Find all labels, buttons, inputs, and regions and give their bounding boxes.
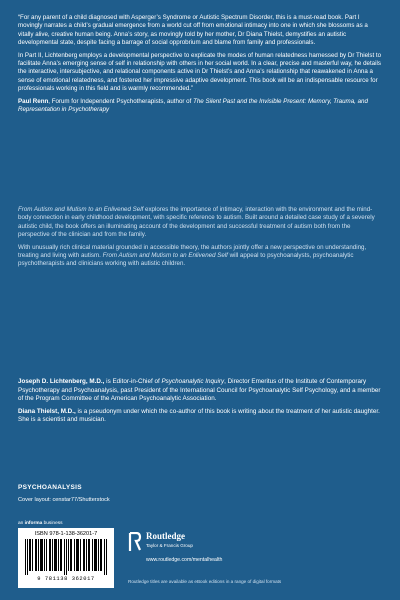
author-bio-2 [18,408,382,425]
description-title-2: From Autism and Mutism to an Enlivened Self [102,252,228,260]
author-1-pre: is Editor-in-Chief of [104,378,162,385]
cover-credit: Cover layout: censtar77/Shutterstock [18,497,110,503]
informa-pre: an [18,521,25,526]
description-text-2a: With unusually rich clinical material grounded in accessible theory, the authors jointly offer a new perspective on understanding, treating and living with autism. [18,243,367,260]
author-1-rest: , Director Emeritus of the Institute of Contemporary Psychotherapy and Psychoanalysis, past President of the International Council for Psychoanalytic Self Psychology, and a member of the Program Committee of the American Psychoanalytic Association. [18,378,381,403]
informa-business-tag [18,521,63,526]
author-1-name: Joseph D. Lichtenberg, M.D., [18,378,105,385]
quote-paragraph-1: “For any parent of a child diagnosed with Asperger’s Syndrome or Autistic Spectrum Disorder, this is a must-read book. Part I movingly narrates a child’s gradual emergence from a world cut off from emotional intimacy into one in which she blossoms as a vitally alive, creative human being. Anna’s story, as movingly told by her mother, Dr Diana Thielst, demystifies an autistic developmental state, despite facing a barrage of social opprobrium and blame from family and professionals. [18,14,368,47]
quote-paragraph-2: In Part II, Lichtenberg employs a developmental perspective to explicate the modes of human relatedness harnessed by Dr Thielst to facilitate Anna’s emerging sense of self in relationship with others in her social world. In a clear, precise and masterful way, he details the interactive, intersubjective, and relational components active in Dr Thielst’s and Anna’s relationship that reawakened in Anna a sense of emotional relatedness, and fostered her impressive adaptive development. This book will be an indispensable resource for professionals working in this field and is warmly recommended.” [18,51,382,93]
author-bio-1 [18,378,382,404]
author-2-rest: is a pseudonym under which the co-author of this book is writing about the treatment of her autistic daughter. She is a scientist and musician. [18,407,380,424]
description-paragraph-2 [18,244,382,269]
informa-post: business [42,521,63,526]
description-text-1: explores the importance of intimacy, interaction with the environment and the mind-body connection in early childhood development, with specific reference to autism. Built around a detailed case study of a severely autistic child, the book offers an illuminating account of the development and successful treatment of autism both from the perspective of the clinician and from the family. [18,206,375,239]
routledge-logo-icon [128,532,142,552]
isbn-number: ISBN 978-1-138-36201-7 [34,531,98,537]
barcode-bars [23,539,109,575]
ebook-note: Routledge titles are available as eBook editions in a range of digital formats [128,579,282,584]
ean-digits: 9 781138 362017 [37,576,95,582]
book-description [18,206,382,269]
author-2-name: Diana Thielst, M.D., [18,407,76,415]
endorsement-quote [18,14,382,114]
description-text-2b: will appeal to psychoanalysts, psychoanalytic psychotherapists and clinicians working with autistic children. [18,252,354,268]
informa-brand: informa [24,521,43,526]
isbn-barcode [18,528,114,588]
publisher-url[interactable]: www.routledge.com/mentalhealth [146,557,223,563]
description-paragraph-1 [18,206,382,240]
quote-attribution [18,98,382,115]
author-1-journal: Psychoanalytic Inquiry [161,378,225,385]
description-title-1: From Autism and Mutism to an Enlivened Self [18,206,144,213]
attribution-role: , Forum for Independent Psychotherapists, author of [48,97,194,105]
author-bios [18,378,382,425]
attribution-book: The Silent Past and the Invisible Present: Memory, Trauma, and Representation in Psychotherapy [18,97,368,114]
publisher-name: Routledge [146,531,185,541]
attribution-name: Paul Renn [18,97,49,105]
publisher-subtitle: Taylor & Francis Group [146,543,193,548]
subject-category: PSYCHOANALYSIS [18,484,82,491]
